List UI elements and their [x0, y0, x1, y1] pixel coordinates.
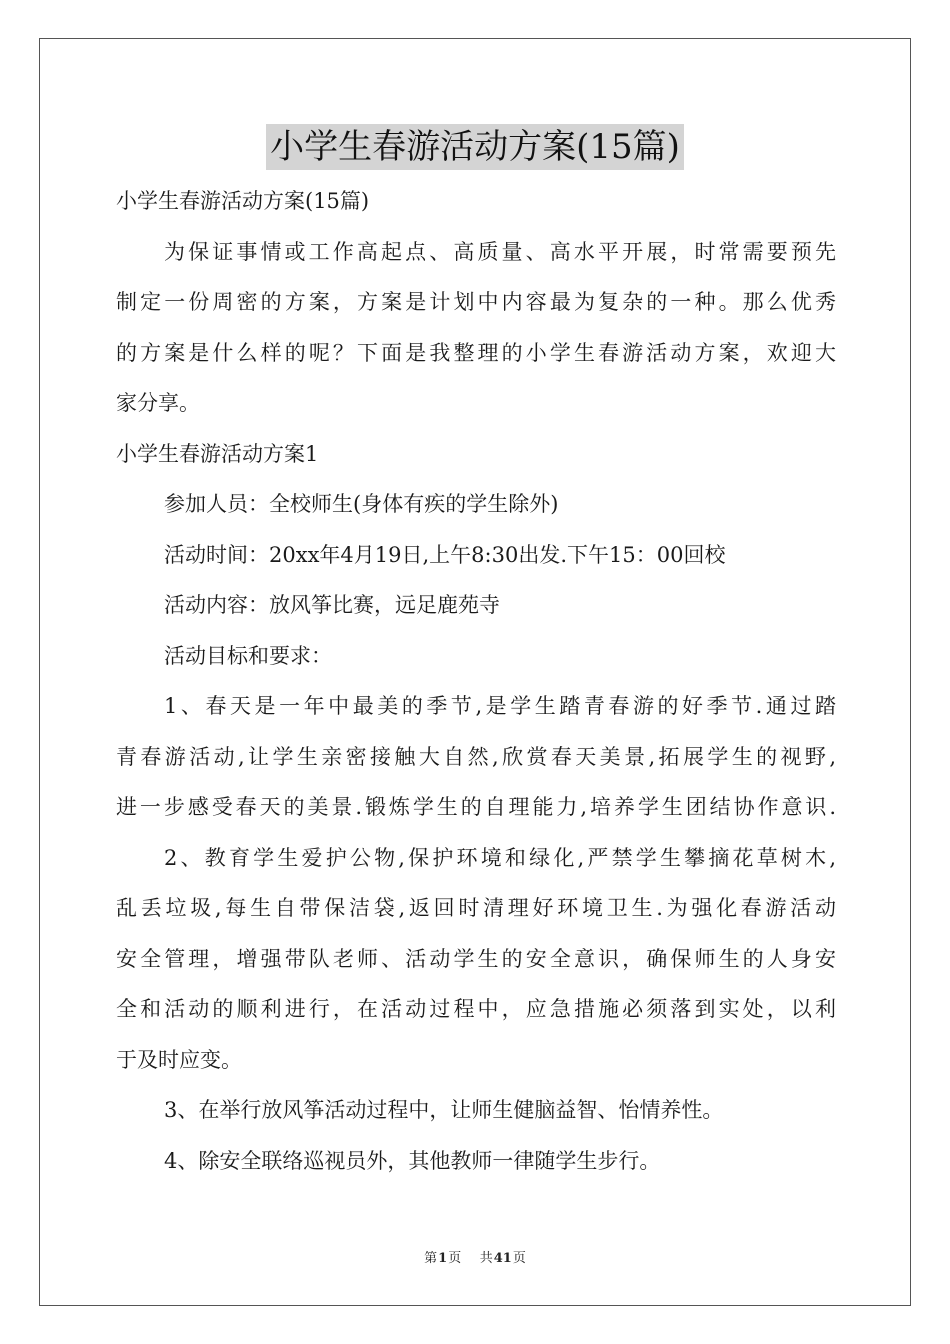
text-line: 青春游活动,让学生亲密接触大自然,欣赏春天美景,拓展学生的视野, [116, 744, 836, 769]
text-line: 活动目标和要求： [164, 643, 332, 668]
text-line: 全和活动的顺利进行，在活动过程中，应急措施必须落到实处，以利 [116, 997, 836, 1021]
text-line: 3、在举行放风筝活动过程中，让师生健脑益智、怡情养性。 [164, 1098, 724, 1122]
text-line: 的方案是什么样的呢？下面是我整理的小学生春游活动方案，欢迎大 [116, 340, 836, 365]
text-line: 小学生春游活动方案(15篇) [116, 189, 370, 213]
text-line: 参加人员：全校师生(身体有疾的学生除外) [164, 492, 559, 516]
text-line: 进一步感受春天的美景.锻炼学生的自理能力,培养学生团结协作意识. [116, 795, 836, 819]
total-pages: 41 [493, 1251, 512, 1266]
document-title: 小学生春游活动方案(15篇) [266, 124, 684, 170]
page-prefix: 第 [424, 1251, 438, 1266]
text-line: 小学生春游活动方案1 [116, 441, 319, 466]
text-line: 制定一份周密的方案，方案是计划中内容最为复杂的一种。那么优秀 [116, 290, 836, 314]
text-line: 活动时间：20xx年4月19日,上午8:30出发.下午15：00回校 [164, 542, 726, 567]
text-line: 安全管理，增强带队老师、活动学生的安全意识，确保师生的人身安 [116, 946, 836, 971]
text-line: 乱丢垃圾,每生自带保洁袋,返回时清理好环境卫生.为强化春游活动 [116, 896, 836, 920]
title-container [0, 124, 950, 170]
page-footer [0, 1247, 950, 1266]
text-line: 家分享。 [116, 391, 200, 415]
text-line: 1、春天是一年中最美的季节,是学生踏青春游的好季节.通过踏 [164, 694, 836, 718]
document-body [116, 176, 836, 1186]
text-line: 活动内容：放风筝比赛，远足鹿苑寺 [164, 593, 500, 617]
total-suffix: 页 [512, 1251, 526, 1266]
text-line: 2、教育学生爱护公物,保护环境和绿化,严禁学生攀摘花草树木, [164, 845, 836, 870]
text-line: 4、除安全联络巡视员外，其他教师一律随学生步行。 [164, 1148, 661, 1173]
total-prefix: 共 [479, 1251, 493, 1266]
page-suffix: 页 [448, 1251, 462, 1266]
text-line: 于及时应变。 [116, 1047, 242, 1072]
page-number: 1 [438, 1251, 448, 1266]
text-line: 为保证事情或工作高起点、高质量、高水平开展，时常需要预先 [164, 239, 836, 264]
